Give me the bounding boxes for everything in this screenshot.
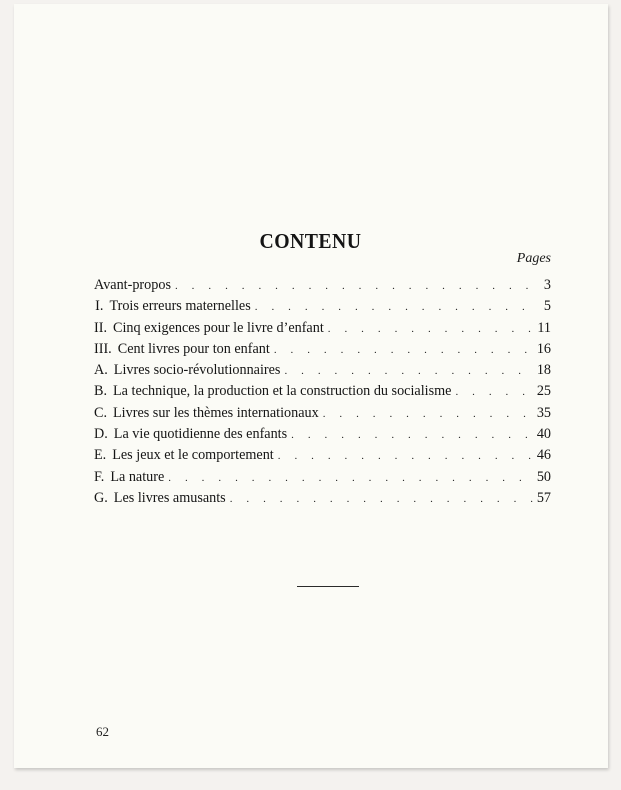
- toc-entry-avant-propos: [94, 275, 551, 296]
- toc-entry-label: Cent livres pour ton enfant: [117, 340, 270, 357]
- toc-entry-page: 25: [536, 383, 551, 400]
- toc-entry-section-a: [94, 360, 551, 381]
- toc-entry-section-e: [94, 445, 551, 466]
- toc-entry-label: La nature: [110, 468, 165, 485]
- contents-heading: CONTENU: [259, 229, 362, 253]
- toc-entry-page: 5: [543, 298, 551, 315]
- toc-entry-label: Les livres amusants: [113, 489, 226, 506]
- dot-leader: [284, 361, 533, 382]
- dot-leader: [278, 446, 533, 467]
- toc-entry-page: 50: [536, 468, 551, 485]
- dot-leader: [323, 404, 533, 425]
- toc-entry-letter: A.: [94, 362, 108, 379]
- toc-entry-page: 57: [536, 489, 551, 506]
- toc-entry-section-c: [94, 403, 551, 424]
- toc-entry-section-f: [94, 467, 551, 488]
- dot-leader: [168, 468, 533, 489]
- toc-entry-letter: B.: [94, 383, 108, 400]
- dot-leader: [291, 425, 533, 446]
- toc-entry-letter: E.: [94, 447, 107, 464]
- toc-entry-section-d: [94, 424, 551, 445]
- toc-entry-letter: D.: [94, 426, 108, 443]
- toc-entry-label: Livres socio-révolutionnaires: [113, 362, 281, 379]
- dot-leader: [328, 319, 533, 340]
- toc-entry-label: Les jeux et le comportement: [112, 447, 274, 464]
- toc-entry-number: I.: [95, 298, 104, 315]
- toc-entry-letter: G.: [94, 489, 108, 506]
- toc-entry-label: Avant-propos: [94, 277, 171, 293]
- toc-entry-letter: C.: [94, 404, 108, 421]
- page-number: 62: [96, 724, 109, 739]
- toc-entry-page: 16: [536, 340, 551, 357]
- toc-entry-chapter-3: [94, 339, 551, 360]
- toc-entry-page: 46: [536, 447, 551, 464]
- toc-entry-page: 3: [543, 277, 551, 293]
- toc-entry-label: La vie quotidienne des enfants: [113, 426, 288, 443]
- table-of-contents: [94, 275, 551, 509]
- toc-entry-page: 40: [536, 426, 551, 443]
- toc-entry-page: 35: [536, 404, 551, 421]
- dot-leader: [255, 297, 533, 318]
- toc-entry-chapter-1: [94, 296, 551, 317]
- dot-leader: [455, 382, 533, 403]
- closing-rule: [297, 586, 359, 587]
- toc-entry-label: Trois erreurs maternelles: [109, 298, 251, 315]
- toc-entry-label: Cinq exigences pour le livre d’enfant: [113, 319, 324, 336]
- pages-column-label: Pages: [516, 251, 551, 266]
- toc-entry-number: II.: [94, 319, 107, 336]
- toc-entry-number: III.: [94, 340, 112, 357]
- toc-entry-label: La technique, la production et la construction du socialisme: [113, 383, 452, 400]
- toc-entry-letter: F.: [94, 468, 105, 485]
- toc-entry-label: Livres sur les thèmes internationaux: [113, 404, 319, 421]
- dot-leader: [274, 340, 533, 361]
- toc-entry-chapter-2: [94, 318, 551, 339]
- toc-entry-page: 11: [537, 319, 551, 336]
- dot-leader: [230, 489, 533, 510]
- toc-entry-section-g: [94, 488, 551, 509]
- dot-leader: [175, 276, 533, 297]
- toc-entry-section-b: [94, 381, 551, 402]
- toc-entry-page: 18: [536, 362, 551, 379]
